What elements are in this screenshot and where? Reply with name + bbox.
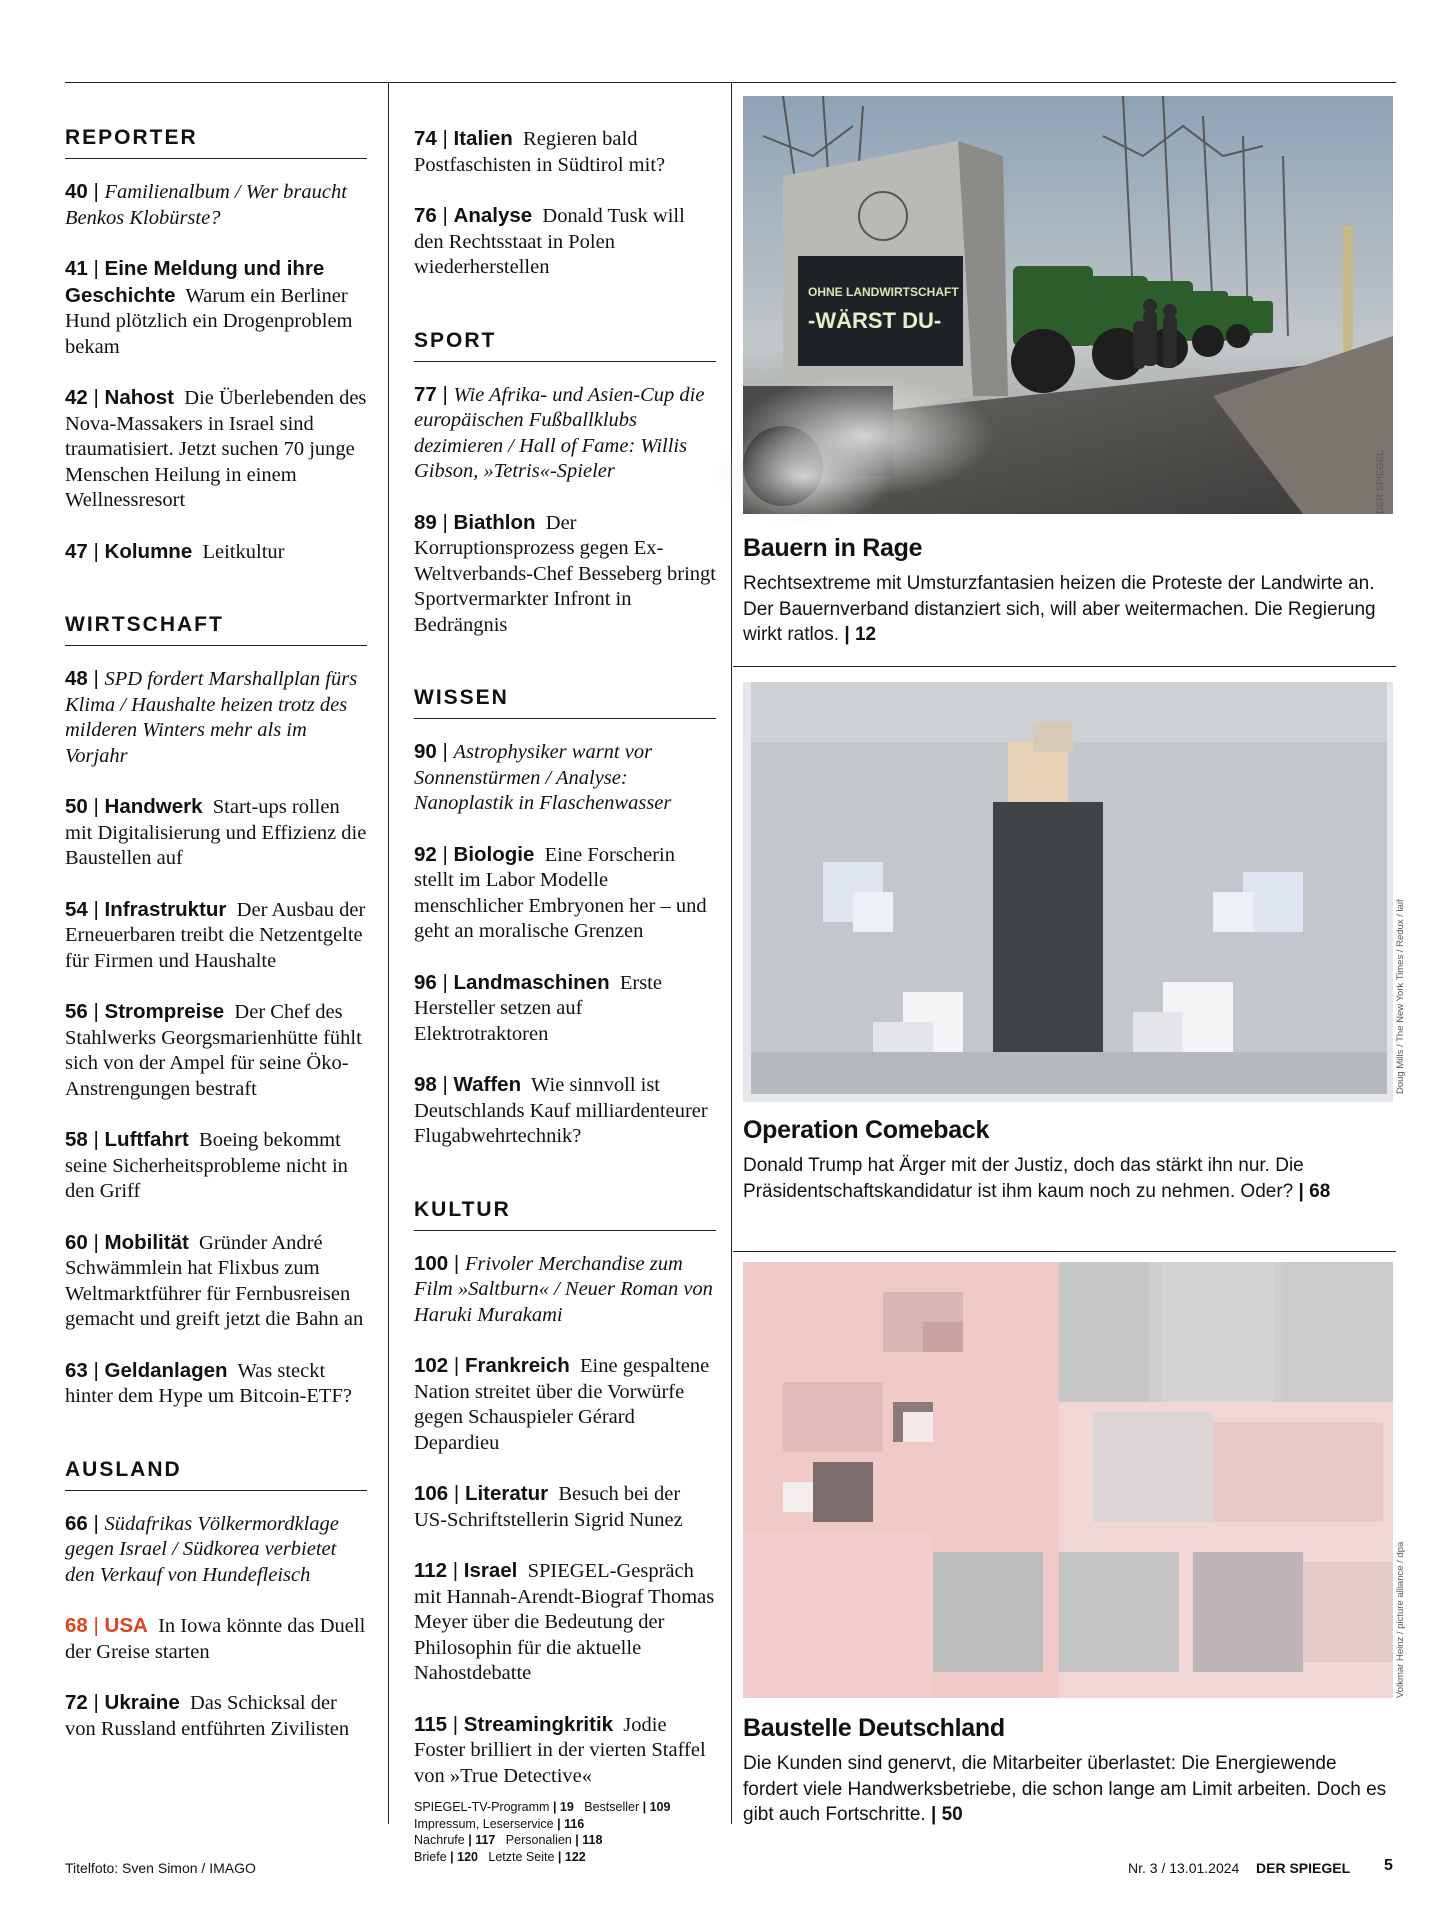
entry-text: Gründer André Schwämmlein hat Flixbus zum Weltmarktführer für Fernbusreisen gemacht und greift jetzt die Bahn an bbox=[65, 1231, 364, 1330]
entry-label: Geldanlagen bbox=[104, 1358, 228, 1382]
rubric-page: 118 bbox=[582, 1833, 603, 1847]
page-number: 92 bbox=[414, 842, 437, 866]
entry-text: Leitkultur bbox=[202, 540, 285, 563]
tractor-protest-image bbox=[743, 96, 1393, 514]
entry-text: Familienalbum / Wer braucht Benkos Klobürste? bbox=[65, 181, 347, 229]
entry-text: Frivoler Merchandise zum Film »Saltburn« / Neuer Roman von Haruki Murakami bbox=[414, 1252, 713, 1326]
section-kultur-title: KULTUR bbox=[414, 1198, 716, 1231]
teaser-text: Rechtsextreme mit Umsturzfantasien heizen die Proteste der Landwirte an. Der Bauernverband distanziert sich, will aber weitermachen. Die Regierung wirkt ratlos. bbox=[743, 573, 1376, 645]
page-number: 90 bbox=[414, 740, 437, 763]
toc-entry-42[interactable]: 42 | Nahost Die Überlebenden des Nova-Massakers in Israel sind traumatisiert. Jetzt suchen 70 junge Menschen Heilung in einem Wellnessresort bbox=[65, 386, 367, 511]
entry-text: Das Schicksal der von Russland entführten Zivilisten bbox=[65, 1692, 350, 1740]
page-number: 42 bbox=[65, 386, 88, 409]
column-divider-2 bbox=[731, 82, 732, 1824]
toc-entry-60[interactable]: 60 | Mobilität Gründer André Schwämmlein hat Flixbus zum Weltmarktführer für Fernbusreisen gemacht und greift jetzt die Bahn an bbox=[65, 1230, 364, 1330]
rubric-letzte-seite[interactable]: Letzte Seite bbox=[488, 1849, 555, 1864]
cover-photo-credit: Titelfoto: Sven Simon / IMAGO bbox=[65, 1860, 256, 1876]
toc-entry-66[interactable]: 66 | Südafrikas Völkermordklage gegen Israel / Südkorea verbietet den Verkauf von Hundefleisch bbox=[65, 1511, 339, 1586]
pixelated-image bbox=[743, 1262, 1393, 1698]
entry-label: Infrastruktur bbox=[104, 897, 227, 921]
toc-entry-96[interactable]: 96 | Landmaschinen Erste Hersteller setzen auf Elektrotraktoren bbox=[414, 970, 662, 1045]
page-number: 56 bbox=[65, 1000, 88, 1023]
pixelated-image bbox=[743, 682, 1393, 1102]
page-ref: 50 bbox=[941, 1804, 963, 1825]
rubric-page: 116 bbox=[564, 1816, 585, 1831]
rubric-bestseller[interactable]: Bestseller bbox=[584, 1800, 640, 1814]
page-number: 48 bbox=[65, 667, 88, 690]
entry-text: Südafrikas Völkermordklage gegen Israel / Südkorea verbietet den Verkauf von Hundefleisch bbox=[65, 1512, 339, 1586]
toc-entry-48[interactable]: 48 | SPD fordert Marshallplan fürs Klima / Haushalte heizen trotz des milderen Winters mehr als im Vorjahr bbox=[65, 667, 358, 767]
page-ref: 12 bbox=[854, 624, 877, 645]
toc-entry-89[interactable]: 89 | Biathlon Der Korruptionsprozess gegen Ex-Weltverbands-Chef Besseberg bringt Sportvermarkter Infront in Bedrängnis bbox=[414, 510, 716, 636]
toc-entry-68[interactable]: 68 | USA In Iowa könnte das Duell der Greise starten bbox=[65, 1614, 366, 1663]
entry-text: Start-ups rollen mit Digitalisierung und Effizienz die Baustellen auf bbox=[65, 796, 367, 869]
feature-baustelle[interactable] bbox=[743, 1262, 1406, 1828]
entry-label: Handwerk bbox=[104, 795, 203, 818]
entry-label: Strompreise bbox=[104, 1000, 225, 1023]
photo-credit: DER SPIEGEL bbox=[1375, 450, 1386, 514]
toc-entry-54[interactable]: 54 | Infrastruktur Der Ausbau der Erneuerbaren treibt die Netzentgelte für Firmen und Haushalte bbox=[65, 897, 366, 972]
page-number: 40 bbox=[65, 180, 88, 203]
entry-label: Literatur bbox=[464, 1482, 549, 1505]
section-ausland-title: AUSLAND bbox=[65, 1458, 367, 1491]
truck-sign-line2: -WÄRST DU- bbox=[808, 308, 942, 333]
entry-label: Biathlon bbox=[453, 510, 536, 534]
page-ref: 68 bbox=[1309, 1180, 1331, 1202]
entry-label: Frankreich bbox=[464, 1354, 570, 1377]
rubric-impressum[interactable]: Impressum, Leserservice bbox=[414, 1816, 554, 1831]
toc-entry-74[interactable]: 74 | Italien Regieren bald Postfaschisten in Südtirol mit? bbox=[414, 127, 666, 176]
rubric-nachrufe[interactable]: Nachrufe bbox=[414, 1833, 465, 1847]
section-sport-title: SPORT bbox=[414, 329, 716, 362]
entry-text: Warum ein Berliner Hund plötzlich ein Drogenproblem bekam bbox=[65, 284, 353, 358]
entry-label: Kolumne bbox=[104, 539, 193, 563]
entry-label: Waffen bbox=[453, 1073, 522, 1096]
page-number: 72 bbox=[65, 1691, 88, 1714]
entry-label: Italien bbox=[453, 127, 513, 150]
page-number: 60 bbox=[65, 1230, 88, 1254]
page-number: 63 bbox=[65, 1358, 88, 1382]
rubric-page: 109 bbox=[649, 1800, 671, 1814]
teaser-text: Donald Trump hat Ärger mit der Justiz, doch das stärkt ihn nur. Die Präsidentschaftskandidatur ist ihm kaum noch zu nehmen. Oder? bbox=[743, 1155, 1304, 1202]
toc-entry-115[interactable]: 115 | Streamingkritik Jodie Foster brilliert in der vierten Staffel von »True Detective« bbox=[414, 1712, 706, 1787]
page-number: 50 bbox=[65, 795, 88, 818]
toc-entry-102[interactable]: 102 | Frankreich Eine gespaltene Nation streitet über die Vorwürfe gegen Schauspieler Gérard Depardieu bbox=[414, 1354, 710, 1454]
entry-text: Wie Afrika- und Asien-Cup die europäischen Fußballklubs dezimieren / Hall of Fame: Willis Gibson, »Tetris«-Spieler bbox=[414, 383, 705, 482]
page-number: 76 bbox=[414, 204, 437, 227]
page-number: 112 bbox=[414, 1559, 448, 1582]
rubric-page: 120 bbox=[457, 1849, 478, 1864]
page-number: 5 bbox=[1384, 1857, 1393, 1874]
page-number: 115 bbox=[414, 1712, 448, 1736]
toc-entry-76[interactable]: 76 | Analyse Donald Tusk will den Rechtsstaat in Polen wiederherstellen bbox=[414, 204, 685, 278]
entry-text: Jodie Foster brilliert in der vierten Staffel von »True Detective« bbox=[414, 1713, 706, 1787]
section-wissen-title: WISSEN bbox=[414, 686, 716, 719]
entry-label: Biologie bbox=[453, 842, 535, 866]
entry-label: Mobilität bbox=[104, 1230, 189, 1254]
page-number: 89 bbox=[414, 510, 437, 534]
entry-text: Eine gespaltene Nation streitet über die Vorwürfe gegen Schauspieler Gérard Depardieu bbox=[414, 1355, 710, 1454]
toc-entry-98[interactable]: 98 | Waffen Wie sinnvoll ist Deutschlands Kauf milliardenteurer Flugabwehrtechnik? bbox=[414, 1073, 708, 1147]
entry-text: Was steckt hinter dem Hype um Bitcoin-ETF? bbox=[65, 1359, 352, 1407]
feature-teaser: Rechtsextreme mit Umsturzfantasien heizen die Proteste der Landwirte an. Der Bauernverband distanziert sich, will aber weitermachen. Die Regierung wirkt ratlos. | 12 bbox=[743, 573, 1376, 645]
brand-name: DER SPIEGEL bbox=[1256, 1860, 1351, 1876]
toc-entry-63[interactable]: 63 | Geldanlagen Was steckt hinter dem Hype um Bitcoin-ETF? bbox=[65, 1358, 352, 1407]
entry-text: SPIEGEL-Gespräch mit Hannah-Arendt-Biograf Thomas Meyer über die Bedeutung der Philosophin für die aktuelle Nahostdebatte bbox=[414, 1560, 715, 1684]
entry-label: Ukraine bbox=[104, 1691, 180, 1714]
toc-entry-56[interactable]: 56 | Strompreise Der Chef des Stahlwerks Georgsmarienhütte fühlt sich von der Ampel für seine Öko-Anstrengungen bestraft bbox=[65, 1000, 362, 1100]
photo-credit: Volkmar Heinz / picture alliance / dpa bbox=[1395, 1541, 1406, 1698]
photo-credit: Doug Mills / The New York Times / Redux / laif bbox=[1395, 899, 1406, 1094]
section-reporter-title: REPORTER bbox=[65, 126, 367, 159]
entry-text: Der Chef des Stahlwerks Georgsmarienhütte fühlt sich von der Ampel für seine Öko-Anstrengungen bestraft bbox=[65, 1001, 362, 1100]
entry-label: Streamingkritik bbox=[463, 1712, 614, 1736]
feature-teaser: Donald Trump hat Ärger mit der Justiz, doch das stärkt ihn nur. Die Präsidentschaftskandidatur ist ihm kaum noch zu nehmen. Oder? | 68 bbox=[743, 1155, 1331, 1202]
toc-entry-41[interactable]: 41 | Eine Meldung und ihre Geschichte Warum ein Berliner Hund plötzlich ein Drogenproblem bekam bbox=[65, 257, 353, 358]
entry-text: In Iowa könnte das Duell der Greise starten bbox=[65, 1615, 366, 1663]
toc-entry-40[interactable]: 40 | Familienalbum / Wer braucht Benkos Klobürste? bbox=[65, 180, 347, 229]
feature-photo-tractors[interactable] bbox=[743, 96, 1393, 514]
page-number: 41 bbox=[65, 257, 88, 280]
rubrics-list: SPIEGEL-TV-Programm | 19 Bestseller | 109 Impressum, Leserservice | 116 Nachrufe | 117 Personalien | 118 Briefe | 120 Letzte Seite | 122 bbox=[414, 1800, 671, 1864]
page-number: 102 bbox=[414, 1354, 449, 1377]
entry-text: Wie sinnvoll ist Deutschlands Kauf milliardenteurer Flugabwehrtechnik? bbox=[414, 1074, 708, 1147]
page-number: 47 bbox=[65, 539, 88, 563]
column-middle bbox=[414, 126, 716, 1865]
entry-text: Erste Hersteller setzen auf Elektrotraktoren bbox=[414, 971, 662, 1045]
feature-title[interactable]: Operation Comeback bbox=[743, 1116, 990, 1144]
page-number: 106 bbox=[414, 1482, 449, 1505]
page-number: 58 bbox=[65, 1128, 88, 1151]
toc-entry-58[interactable]: 58 | Luftfahrt Boeing bekommt seine Sicherheitsprobleme nicht in den Griff bbox=[65, 1128, 348, 1202]
column-divider-1 bbox=[388, 82, 389, 1824]
feature-photo-construction[interactable] bbox=[743, 1262, 1406, 1698]
toc-entry-47[interactable]: 47 | Kolumne Leitkultur bbox=[65, 539, 285, 563]
toc-entry-77[interactable]: 77 | Wie Afrika- und Asien-Cup die europäischen Fußballklubs dezimieren / Hall of Fame: Willis Gibson, »Tetris«-Spieler bbox=[414, 382, 705, 482]
toc-entry-100[interactable]: 100 | Frivoler Merchandise zum Film »Saltburn« / Neuer Roman von Haruki Murakami bbox=[414, 1251, 713, 1326]
feature-title[interactable]: Baustelle Deutschland bbox=[743, 1714, 1005, 1742]
truck-sign-line1: OHNE LANDWIRTSCHAFT bbox=[808, 285, 959, 299]
entry-text: Donald Tusk will den Rechtsstaat in Polen wiederherstellen bbox=[414, 205, 685, 278]
page-number: 98 bbox=[414, 1073, 437, 1096]
teaser-text: Die Kunden sind genervt, die Mitarbeiter überlastet: Die Energiewende fordert viele Handwerksbetriebe, die schon lange am Limit arbeiten. Doch es gibt auch Fortschritte. bbox=[743, 1753, 1387, 1825]
rubric-page: 122 bbox=[564, 1849, 586, 1864]
entry-text: Besuch bei der US-Schriftstellerin Sigrid Nunez bbox=[414, 1483, 683, 1531]
page-number: 74 bbox=[414, 127, 437, 150]
page-number: 77 bbox=[414, 382, 437, 406]
entry-label: USA bbox=[104, 1614, 148, 1637]
page-number: 100 bbox=[414, 1251, 449, 1275]
feature-bauern[interactable] bbox=[743, 96, 1393, 648]
rubric-briefe[interactable]: Briefe bbox=[414, 1849, 447, 1864]
feature-teaser: Die Kunden sind genervt, die Mitarbeiter überlastet: Die Energiewende fordert viele Handwerksbetriebe, die schon lange am Limit arbeiten. Doch es gibt auch Fortschritte. | 50 bbox=[743, 1753, 1387, 1825]
page-number: 96 bbox=[414, 970, 437, 994]
feature-divider-1 bbox=[733, 666, 1396, 667]
feature-photo-podium[interactable] bbox=[743, 682, 1406, 1102]
entry-label: Israel bbox=[463, 1559, 518, 1582]
rubric-personalien[interactable]: Personalien bbox=[505, 1833, 572, 1847]
page-number: 68 bbox=[65, 1614, 88, 1637]
column-left bbox=[65, 126, 367, 1767]
entry-text: SPD fordert Marshallplan fürs Klima / Haushalte heizen trotz des milderen Winters mehr als im Vorjahr bbox=[65, 668, 358, 767]
entry-text: Boeing bekommt seine Sicherheitsprobleme nicht in den Griff bbox=[65, 1129, 348, 1202]
page-number: 54 bbox=[65, 897, 88, 921]
toc-entry-50[interactable]: 50 | Handwerk Start-ups rollen mit Digitalisierung und Effizienz die Baustellen auf bbox=[65, 795, 367, 869]
rubric-page: 117 bbox=[475, 1833, 496, 1847]
page-number: 66 bbox=[65, 1511, 88, 1535]
entry-text: Die Überlebenden des Nova-Massakers in Israel sind traumatisiert. Jetzt suchen 70 junge Menschen Heilung in einem Wellnessresort bbox=[65, 387, 367, 511]
entry-text: Eine Forscherin stellt im Labor Modelle menschlicher Embryonen her – und geht an moralische Grenzen bbox=[414, 843, 707, 942]
feature-divider-2 bbox=[733, 1251, 1396, 1252]
entry-label: Landmaschinen bbox=[453, 970, 610, 994]
entry-label: Luftfahrt bbox=[104, 1128, 189, 1151]
toc-entry-92[interactable]: 92 | Biologie Eine Forscherin stellt im Labor Modelle menschlicher Embryonen her – und geht an moralische Grenzen bbox=[414, 842, 707, 942]
entry-text: Astrophysiker warnt vor Sonnenstürmen / Analyse: Nanoplastik in Flaschenwasser bbox=[414, 741, 672, 814]
feature-trump[interactable] bbox=[743, 682, 1406, 1204]
entry-text: Der Korruptionsprozess gegen Ex-Weltverbands-Chef Besseberg bringt Sportvermarkter Infront in Bedrängnis bbox=[414, 511, 716, 636]
feature-title[interactable]: Bauern in Rage bbox=[743, 534, 923, 562]
entry-text: Der Ausbau der Erneuerbaren treibt die Netzentgelte für Firmen und Haushalte bbox=[65, 898, 366, 972]
rubric-page: 19 bbox=[559, 1800, 574, 1814]
toc-entry-90[interactable]: 90 | Astrophysiker warnt vor Sonnenstürmen / Analyse: Nanoplastik in Flaschenwasser bbox=[414, 740, 672, 814]
rubric-tv[interactable]: SPIEGEL-TV-Programm bbox=[414, 1800, 550, 1814]
entry-text: Regieren bald Postfaschisten in Südtirol mit? bbox=[414, 128, 666, 176]
entry-label: Analyse bbox=[453, 204, 533, 227]
issue-info: Nr. 3 / 13.01.2024 bbox=[1128, 1860, 1240, 1876]
section-wirtschaft-title: WIRTSCHAFT bbox=[65, 613, 367, 646]
toc-entry-106[interactable]: 106 | Literatur Besuch bei der US-Schriftstellerin Sigrid Nunez bbox=[414, 1482, 683, 1531]
toc-entry-72[interactable]: 72 | Ukraine Das Schicksal der von Russland entführten Zivilisten bbox=[65, 1691, 350, 1740]
entry-label: Nahost bbox=[104, 386, 175, 409]
toc-entry-112[interactable]: 112 | Israel SPIEGEL-Gespräch mit Hannah-Arendt-Biograf Thomas Meyer über die Bedeutung der Philosophin für die aktuelle Nahostdebatte bbox=[414, 1559, 715, 1684]
entry-label: Eine Meldung und ihre Geschichte bbox=[65, 257, 325, 307]
